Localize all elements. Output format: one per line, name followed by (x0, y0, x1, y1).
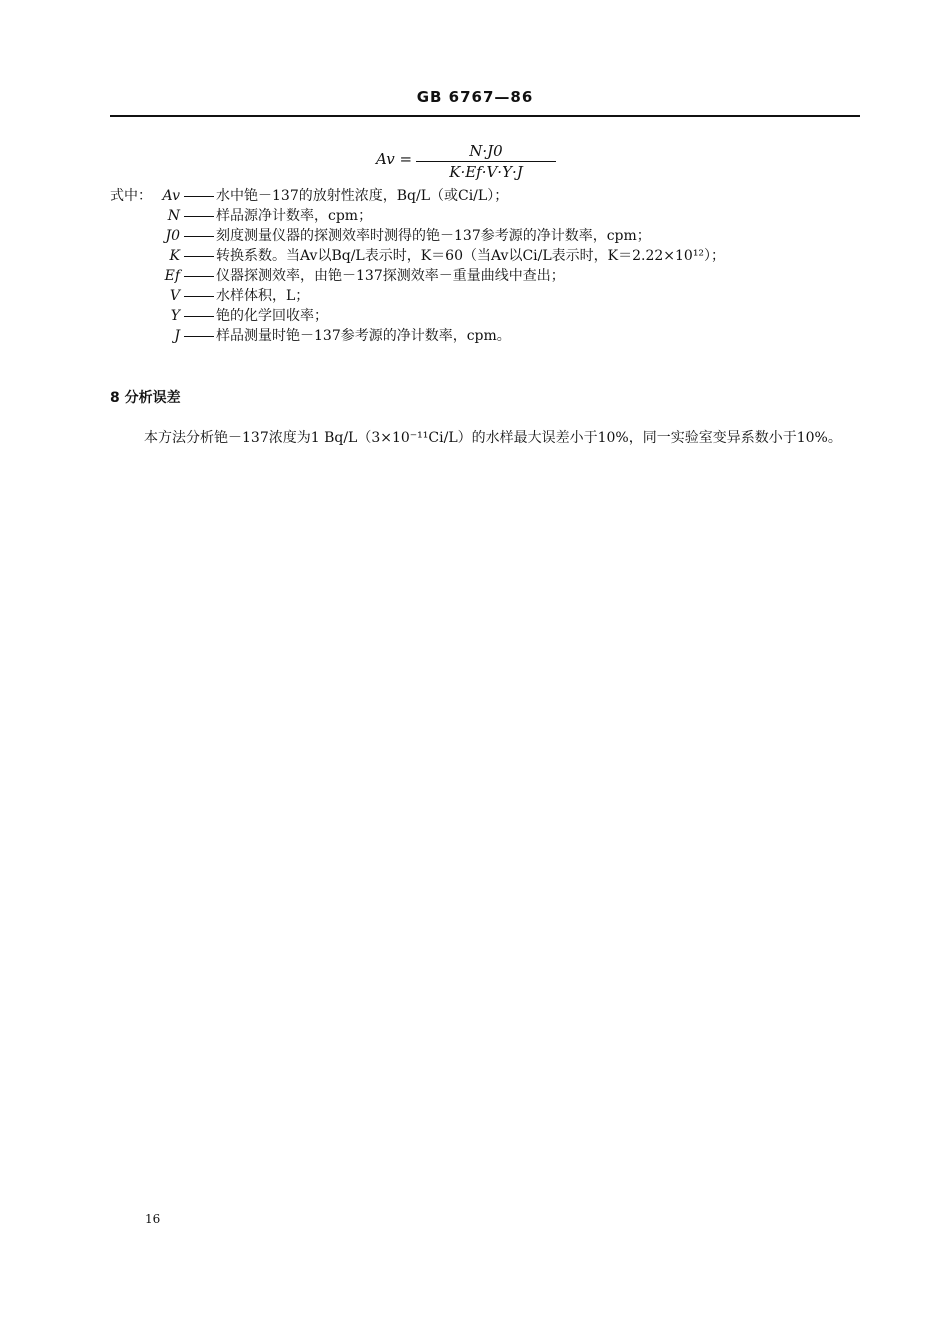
definition-symbol: V (169, 288, 180, 304)
definition-text: 样品测量时铯－137参考源的净计数率，cpm。 (216, 328, 511, 344)
dash (184, 296, 214, 297)
definition-symbol: Ef (164, 268, 180, 284)
definition-row (110, 326, 725, 346)
formula-lhs-symbol: Av (376, 150, 395, 168)
definition-row (110, 266, 725, 286)
fraction-bar (416, 161, 556, 162)
definition-text: 水中铯－137的放射性浓度，Bq/L（或Ci/L）； (216, 188, 509, 204)
dash (184, 196, 214, 197)
definition-symbol: J0 (165, 228, 180, 244)
definition-symbol: Av (162, 188, 180, 204)
definitions-intro: 式中： (110, 188, 152, 204)
formula-lhs: Av = (376, 150, 413, 168)
formula-denominator: K·Ef·V·Y·J (449, 163, 523, 181)
definition-row (110, 226, 725, 246)
section-title: 8 分析误差 (110, 390, 181, 406)
definition-text: 刻度测量仪器的探测效率时测得的铯－137参考源的净计数率，cpm； (216, 228, 651, 244)
body-paragraph: 本方法分析铯－137浓度为1 Bq/L（3×10⁻¹¹Ci/L）的水样最大误差小于10%，同一实验室变异系数小于10%。 (144, 430, 842, 446)
formula-numerator: N·J0 (469, 142, 503, 160)
definition-text: 铯的化学回收率； (216, 308, 328, 324)
header-rule (110, 115, 860, 117)
dash (184, 236, 214, 237)
dash (184, 276, 214, 277)
definition-symbol: Y (170, 308, 180, 324)
definition-text: 样品源净计数率，cpm； (216, 208, 373, 224)
dash (184, 216, 214, 217)
definition-row (110, 286, 725, 306)
definition-row (110, 206, 725, 226)
dash (184, 316, 214, 317)
definition-symbol: K (169, 248, 180, 264)
formula-fraction (416, 142, 556, 181)
definition-row (110, 306, 725, 326)
definition-row (110, 246, 725, 266)
dash (184, 336, 214, 337)
definition-text: 仪器探测效率，由铯－137探测效率－重量曲线中查出； (216, 268, 565, 284)
definition-row (110, 186, 725, 206)
definition-text: 转换系数。当Av以Bq/L表示时，K＝60（当Av以Ci/L表示时，K＝2.22×10¹²）； (216, 248, 726, 264)
definition-text: 水样体积，L； (216, 288, 310, 304)
page-number: 16 (145, 1212, 161, 1226)
definition-symbol: N (167, 208, 180, 224)
definition-symbol: J (174, 328, 180, 344)
standard-code: GB 6767—86 (416, 88, 534, 106)
dash (184, 256, 214, 257)
symbol-definitions (110, 186, 725, 346)
